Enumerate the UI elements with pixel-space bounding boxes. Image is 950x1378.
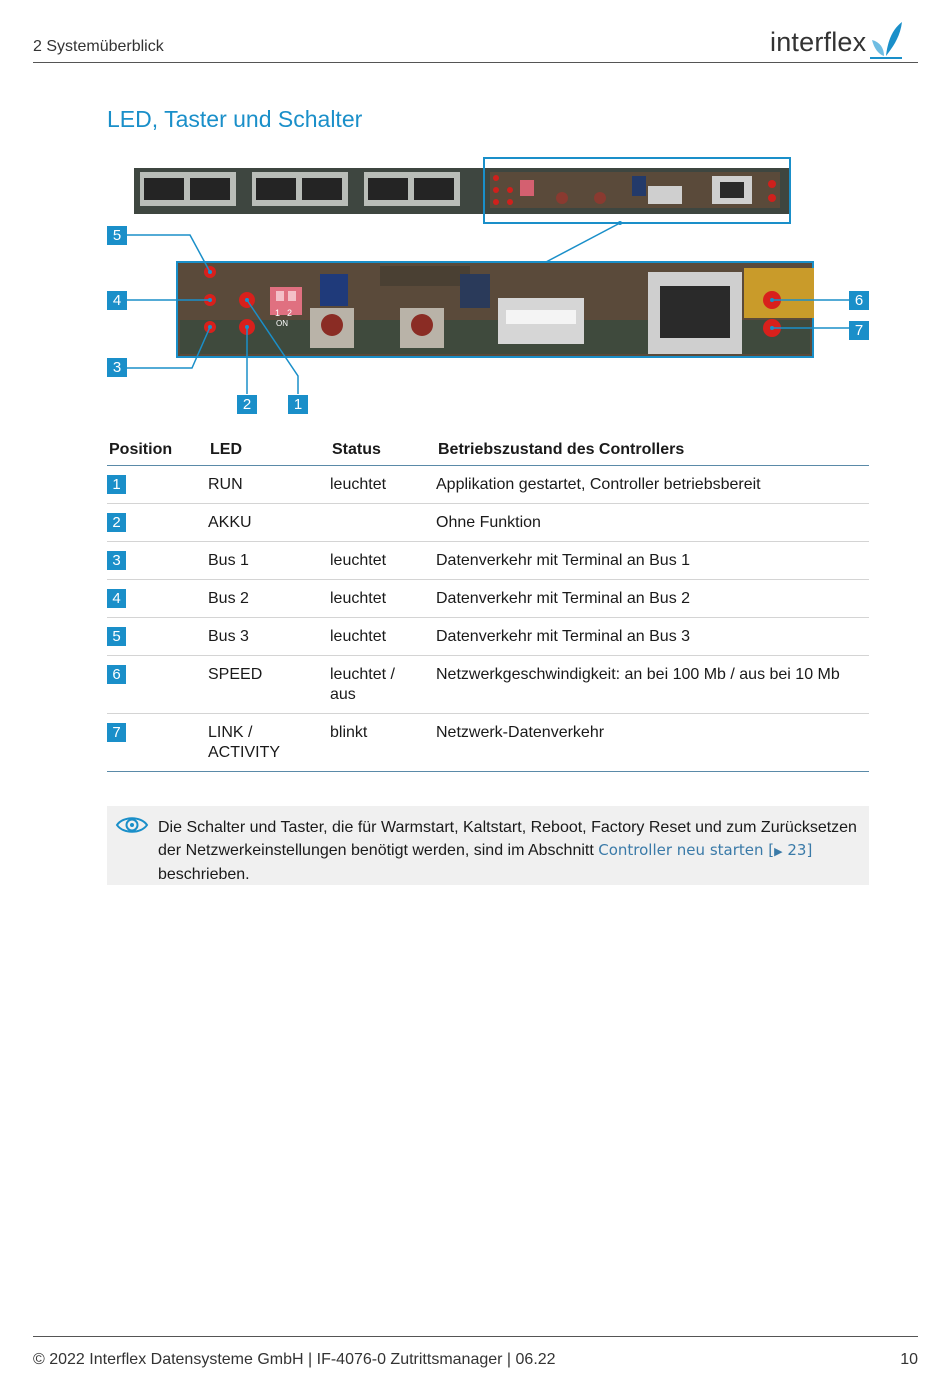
led-status: blinkt	[330, 714, 436, 772]
led-description: Netzwerk-Datenverkehr	[436, 714, 869, 772]
led-description: Ohne Funktion	[436, 504, 869, 542]
led-name: AKKU	[208, 504, 330, 542]
dip-label-1: 1	[275, 308, 281, 318]
page-number: 10	[900, 1351, 918, 1368]
section-title: LED, Taster und Schalter	[107, 106, 363, 132]
table-row	[107, 504, 869, 542]
table-row	[107, 656, 869, 714]
position-badge: 6	[107, 665, 126, 684]
header-status: Status	[330, 436, 436, 466]
footer-rule	[33, 1336, 918, 1337]
led-status: leuchtet	[330, 466, 436, 504]
arrow-right-icon: ▶	[774, 845, 783, 858]
led-description: Datenverkehr mit Terminal an Bus 2	[436, 580, 869, 618]
led-status: leuchtet	[330, 542, 436, 580]
callout-1: 1	[288, 395, 308, 414]
note-text-before: Die Schalter und Taster, die für Warmstart, Kaltstart, Reboot, Factory Reset und zum Zurücksetzen der Netzwerkeinstellungen benötigt werden, sind im Abschnitt	[158, 819, 857, 859]
header-led: LED	[208, 436, 330, 466]
position-badge: 5	[107, 627, 126, 646]
header-section-title: 2 Systemüberblick	[33, 38, 164, 55]
position-badge: 3	[107, 551, 126, 570]
led-status: leuchtet / aus	[330, 656, 436, 714]
callout-4: 4	[107, 291, 127, 310]
position-badge: 2	[107, 513, 126, 532]
led-status	[330, 504, 436, 542]
table-row	[107, 714, 869, 772]
callout-5: 5	[107, 226, 127, 245]
led-name: Bus 1	[208, 542, 330, 580]
eye-icon	[115, 814, 149, 836]
link-label: Controller neu starten [	[598, 841, 775, 859]
butterfly-icon	[868, 20, 904, 60]
table-row	[107, 618, 869, 656]
callout-2: 2	[237, 395, 257, 414]
led-name: Bus 2	[208, 580, 330, 618]
header-rule	[33, 62, 918, 63]
footer-copyright: © 2022 Interflex Datensysteme GmbH | IF-4076-0 Zutrittsmanager | 06.22	[33, 1351, 556, 1368]
table-row	[107, 466, 869, 504]
table-header-row	[107, 436, 869, 466]
brand-logo	[770, 16, 904, 60]
led-status: leuchtet	[330, 580, 436, 618]
position-badge: 4	[107, 589, 126, 608]
callout-7: 7	[849, 321, 869, 340]
led-table	[107, 436, 869, 772]
callout-6: 6	[849, 291, 869, 310]
position-badge: 7	[107, 723, 126, 742]
led-name: Bus 3	[208, 618, 330, 656]
note-text	[158, 816, 863, 886]
led-name: LINK / ACTIVITY	[208, 714, 330, 772]
callout-3: 3	[107, 358, 127, 377]
led-description: Applikation gestartet, Controller betriebsbereit	[436, 466, 869, 504]
led-name: RUN	[208, 466, 330, 504]
controller-restart-link[interactable]	[598, 841, 812, 859]
header-position: Position	[107, 436, 208, 466]
header-state: Betriebszustand des Controllers	[436, 436, 869, 466]
link-page: 23]	[787, 841, 813, 859]
zoom-connector	[546, 223, 620, 262]
led-description: Datenverkehr mit Terminal an Bus 3	[436, 618, 869, 656]
led-description: Netzwerkgeschwindigkeit: an bei 100 Mb / aus bei 10 Mb	[436, 656, 869, 714]
table-row	[107, 542, 869, 580]
note-box	[107, 806, 869, 885]
brand-name: interflex	[770, 27, 867, 57]
dip-label-on: ON	[276, 319, 288, 328]
dip-label-2: 2	[287, 308, 293, 318]
note-text-after: beschrieben.	[158, 866, 250, 883]
position-badge: 1	[107, 475, 126, 494]
capacitor	[320, 274, 348, 306]
led-name: SPEED	[208, 656, 330, 714]
table-row	[107, 580, 869, 618]
led-description: Datenverkehr mit Terminal an Bus 1	[436, 542, 869, 580]
led-status: leuchtet	[330, 618, 436, 656]
board-photo	[100, 150, 880, 420]
board-figure	[100, 150, 880, 420]
